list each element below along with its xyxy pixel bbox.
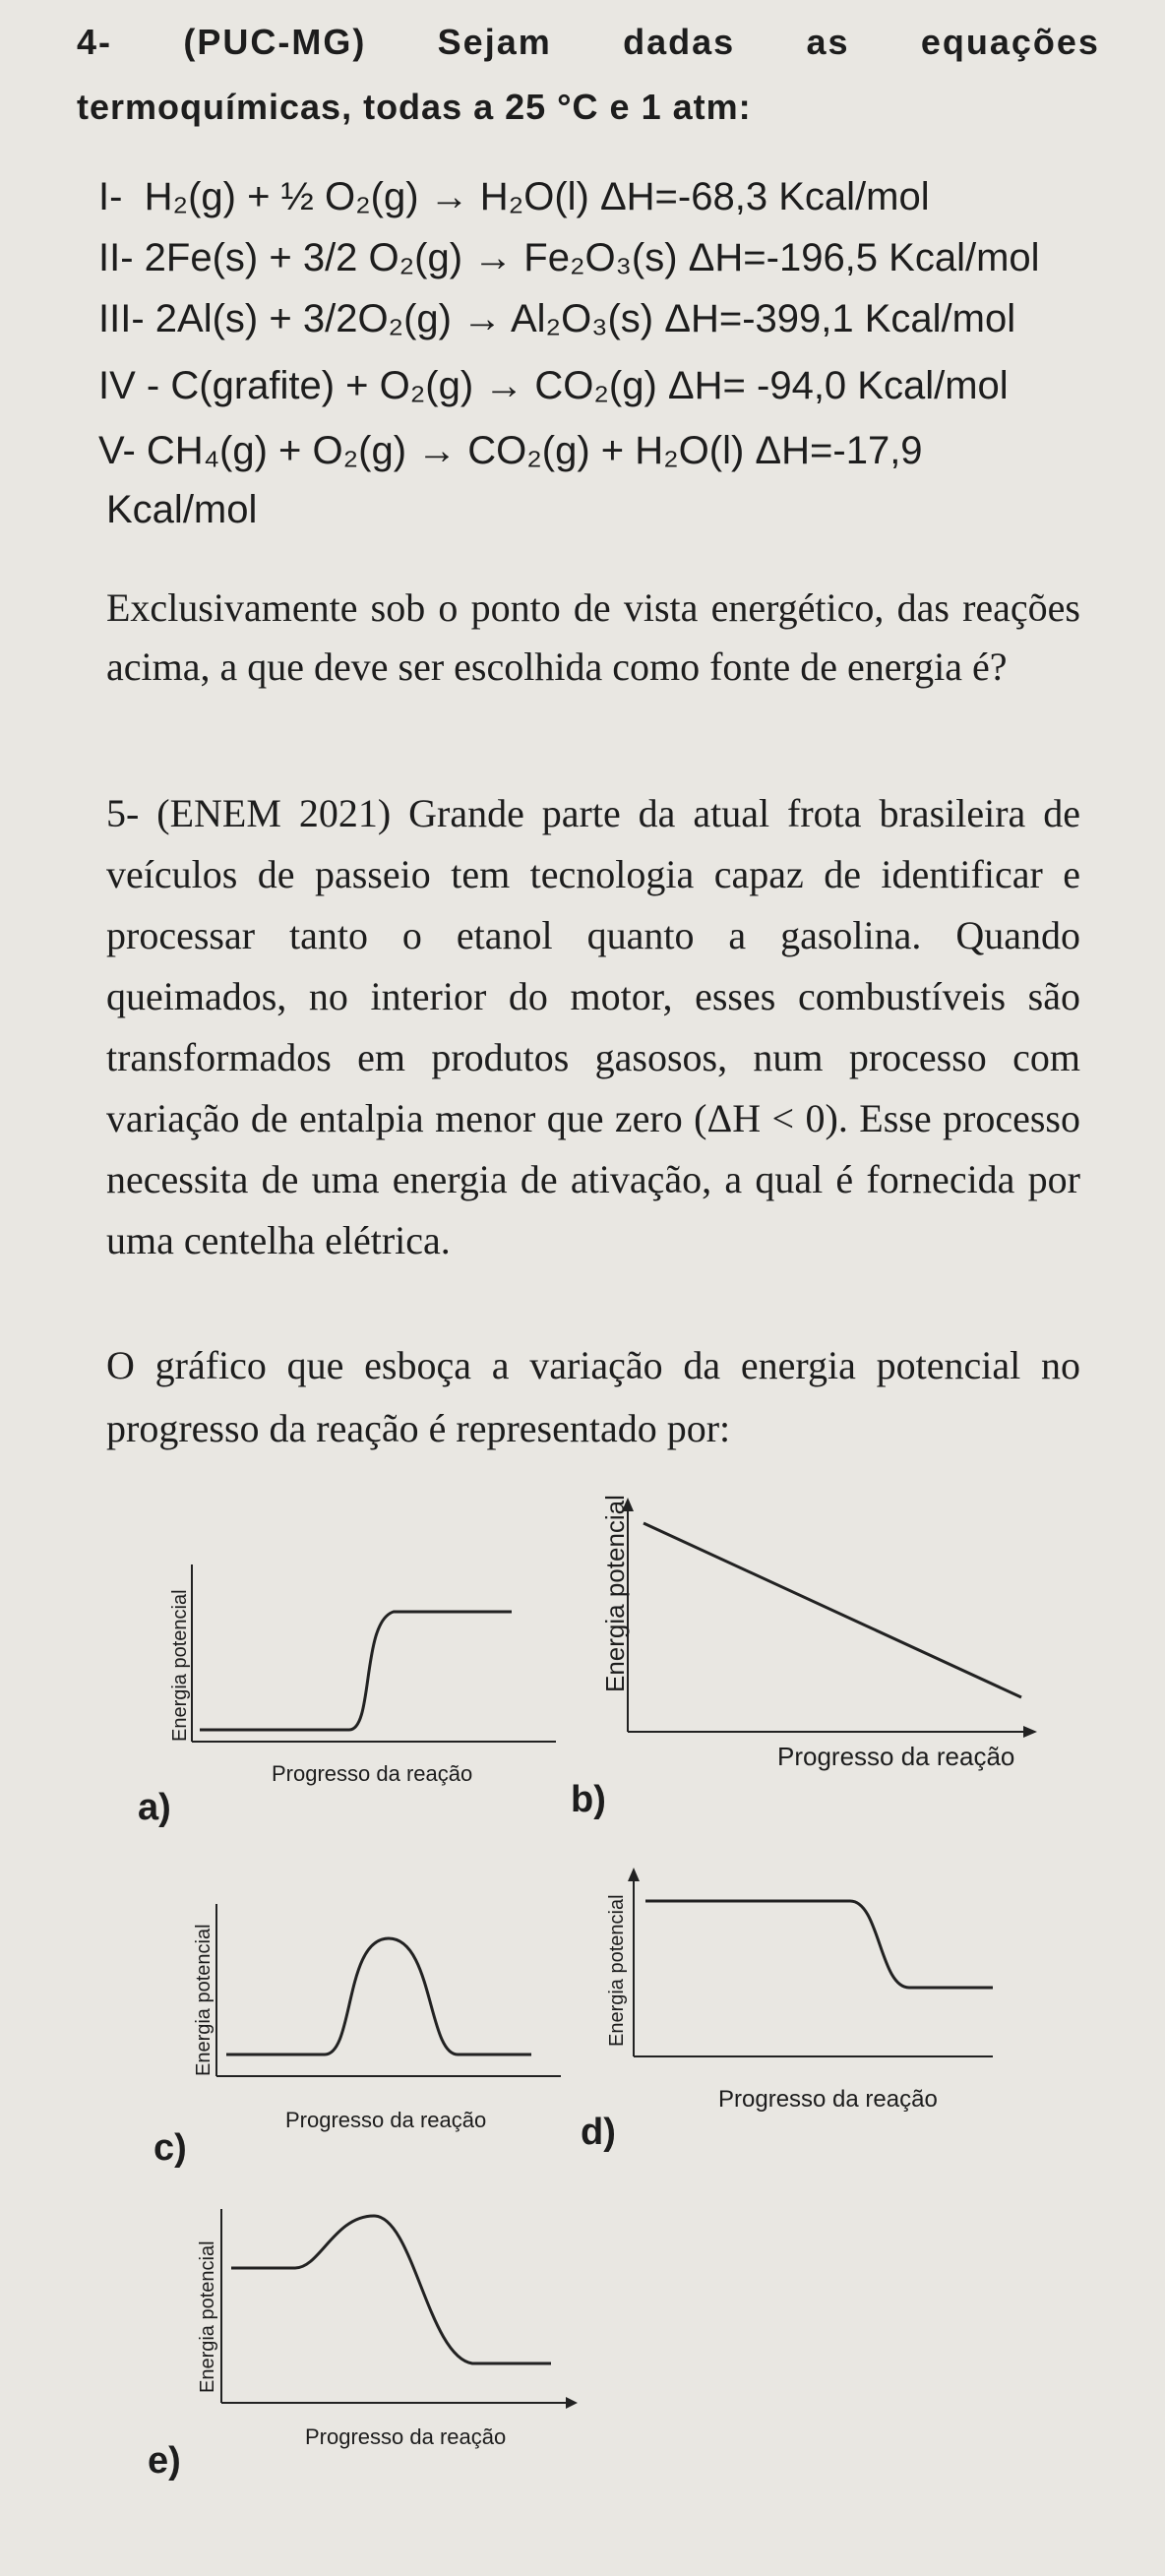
- option-d-letter[interactable]: d): [581, 2112, 616, 2153]
- equation-1: [98, 175, 930, 219]
- energy-curve: [231, 2216, 551, 2363]
- option-c-letter[interactable]: c): [153, 2127, 187, 2169]
- x-axis-arrow: [566, 2397, 578, 2409]
- graph-option-d: [614, 1860, 1008, 2096]
- q5-intro: 5- (ENEM 2021) Grande parte da atual frota brasileira de veículos de passeio tem tecnologia capaz de identificar e processar tanto o etanol quanto a gasolina. Quando queimados, no interior do motor, esses combustíveis são transformados em produtos gasosos, num processo com variação de entalpia menor que zero (ΔH < 0). Esse processo necessita de uma energia de ativação, a qual é fornecida por uma centelha elétrica.: [106, 791, 1080, 1262]
- equation-text: 2Al(s) + 3/2O₂(g) → Al₂O₃(s) ΔH=-399,1 Kcal/mol: [154, 297, 1016, 340]
- graph-option-c: [197, 1899, 571, 2116]
- x-axis-label: Progresso da reação: [777, 1742, 1015, 1771]
- option-a-letter[interactable]: a): [138, 1787, 171, 1828]
- y-axis-label: Energia potencial: [600, 1495, 630, 1692]
- graph-option-b: [608, 1496, 1041, 1761]
- q4-question: Exclusivamente sob o ponto de vista energético, das reações acima, a que deve ser escolhida como fonte de energia é?: [106, 585, 1080, 689]
- y-axis-label: Energia potencial: [606, 1894, 628, 2047]
- equation-2: [98, 236, 1040, 280]
- energy-curve: [645, 1901, 993, 1988]
- q4-header-line2: termoquímicas, todas a 25 °C e 1 atm:: [77, 87, 752, 127]
- graph-option-a: [172, 1555, 566, 1791]
- q4-word: as: [806, 22, 850, 62]
- q4-word: dadas: [623, 22, 736, 62]
- equation-text: 2Fe(s) + 3/2 O₂(g) → Fe₂O₃(s) ΔH=-196,5 Kcal/mol: [144, 236, 1040, 279]
- equation-5-unit: Kcal/mol: [106, 488, 258, 531]
- energy-curve: [226, 1938, 531, 2055]
- equation-roman: I-: [98, 175, 123, 218]
- q4-word: Sejam: [437, 22, 552, 62]
- x-axis-arrow: [1023, 1726, 1037, 1738]
- x-axis-label: Progresso da reação: [285, 2108, 487, 2132]
- equation-roman: V-: [98, 429, 136, 472]
- q4-number: 4-: [77, 22, 113, 62]
- q4-source: (PUC-MG): [183, 22, 367, 62]
- q5-prompt: O gráfico que esboça a variação da energia potencial no progresso da reação é representado por:: [106, 1343, 1080, 1450]
- y-axis-label: Energia potencial: [169, 1589, 191, 1742]
- equation-roman: III-: [98, 297, 145, 340]
- energy-curve: [200, 1612, 512, 1730]
- equation-text: H₂(g) + ½ O₂(g) → H₂O(l) ΔH=-68,3 Kcal/mol: [144, 175, 930, 218]
- graph-option-e: [202, 2204, 585, 2440]
- equation-roman: II-: [98, 236, 134, 279]
- equation-4: [98, 364, 1009, 408]
- x-axis-label: Progresso da reação: [272, 1761, 473, 1786]
- y-axis-arrow: [628, 1868, 640, 1881]
- q4-header: [77, 22, 1100, 63]
- equation-3: [98, 297, 1015, 341]
- x-axis-label: Progresso da reação: [305, 2424, 507, 2449]
- option-b-letter[interactable]: b): [571, 1779, 606, 1820]
- equation-roman: IV -: [98, 364, 160, 407]
- y-axis-label: Energia potencial: [197, 2240, 218, 2393]
- q4-word: equações: [920, 22, 1100, 62]
- option-e-letter[interactable]: e): [148, 2440, 181, 2482]
- equation-5: [98, 429, 923, 473]
- equation-text: C(grafite) + O₂(g) → CO₂(g) ΔH= -94,0 Kcal/mol: [170, 364, 1009, 407]
- y-axis-label: Energia potencial: [193, 1924, 215, 2076]
- energy-curve: [644, 1523, 1021, 1697]
- equation-text: CH₄(g) + O₂(g) → CO₂(g) + H₂O(l) ΔH=-17,9: [146, 429, 923, 472]
- x-axis-label: Progresso da reação: [718, 2086, 938, 2113]
